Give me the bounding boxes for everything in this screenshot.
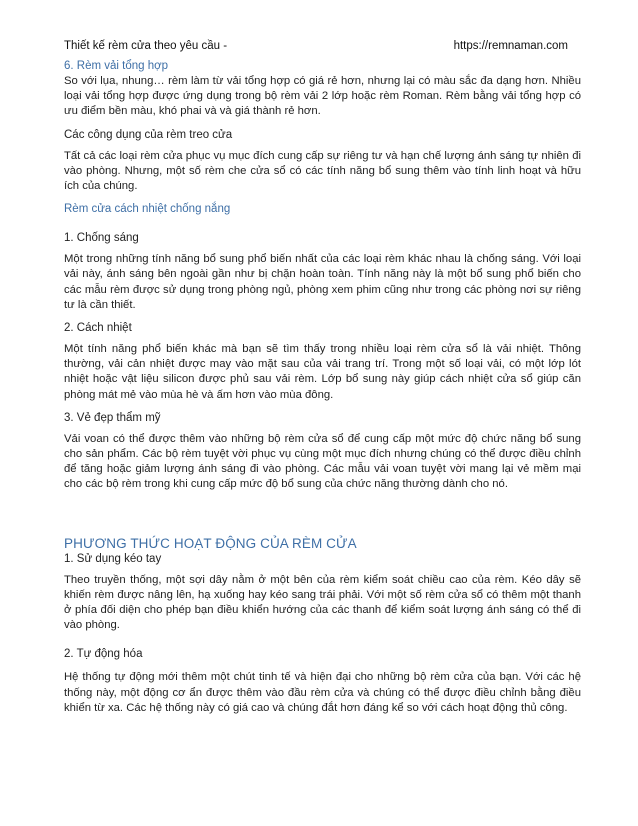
paragraph-automation: Hệ thống tự động mới thêm một chút tinh tế và hiện đại cho những bộ rèm cửa của bạn. Với các hệ thống này, một động cơ ẩn được thêm vào đầu rèm cửa và chúng có thể được điều chỉnh bằng điều khiển từ xa. Các hệ thống này có giá cao và chúng đắt hơn đáng kể so với cách hoạt động thủ công. (64, 671, 581, 714)
paragraph-blackout: Một trong những tính năng bổ sung phổ biến nhất của các loại rèm khác nhau là chống sáng. Với loại vải này, ánh sáng bên ngoài gần như bị chặn hoàn toàn. Tính năng này là một bổ sung phổ biến cho các mẫu rèm được sử dụng trong phòng ngủ, phòng xem phim cũng như trong các phòng nơi sự riêng tư là cần thiết. (64, 253, 581, 311)
paragraph-insulation: Một tính năng phổ biến khác mà bạn sẽ tìm thấy trong nhiều loại rèm cửa sổ là vải nhiệt. Thông thường, vải cản nhiệt được may vào mặt sau của vải trang trí. Trong một số loại vải, có một lớp lót nhiệt hoặc vật liệu silicon được phủ sau vải rèm. Lớp bổ sung này giúp cách nhiệt cửa sổ giúp căn phòng mát mẻ vào mùa hè và ấm hơn vào mùa đông. (64, 343, 581, 401)
heading-automation: 2. Tự động hóa (64, 648, 143, 661)
link-heat-insulation-curtains[interactable]: Rèm cửa cách nhiệt chống nắng (64, 203, 231, 216)
header-url[interactable]: https://remnaman.com (453, 40, 568, 52)
paragraph-manual-pull: Theo truyền thống, một sợi dây nằm ở một bên của rèm kiểm soát chiều cao của rèm. Kéo dây sẽ khiến rèm được nâng lên, hạ xuống hay kéo sang trái phải. Với một số rèm cửa sổ có thêm một thanh ở phía đối diện cho phép bạn điều khiển hướng của các thanh để kiểm soát lượng ánh sáng có thể đi vào phòng. (64, 573, 581, 632)
heading-blackout: 1. Chống sáng (64, 232, 139, 245)
section-heading-operation: PHƯƠNG THỨC HOẠT ĐỘNG CỦA RÈM CỬA (64, 535, 357, 551)
paragraph-aesthetics: Vải voan có thể được thêm vào những bộ rèm cửa sổ để cung cấp một mức độ chức năng bổ sung cho sản phẩm. Các bộ rèm tuyệt vời phục vụ cùng một mục đích nhưng chúng có thể được điều chỉnh để tăng hoặc giảm lượng ánh sáng đi vào phòng. Các mẫu vải voan tuyệt vời mang lại vẻ mềm mại cho các bộ rèm trong khi cung cấp mức độ bổ sung của chức năng thường dành cho nó. (64, 432, 581, 491)
section-heading-synthetic-fabric: 6. Rèm vải tổng hợp (64, 60, 169, 72)
heading-manual-pull: 1. Sử dụng kéo tay (64, 552, 162, 565)
section-heading-uses: Các công dụng của rèm treo cửa (64, 128, 233, 141)
document-body (64, 59, 581, 716)
paragraph-uses: Tất cả các loại rèm cửa phục vụ mục đích cung cấp sự riêng tư và hạn chế lượng ánh sáng tự nhiên đi vào phòng. Nhưng, một số rèm che cửa sổ có các tính năng bổ sung thêm vào tính linh hoạt và hữu ích của chúng. (64, 149, 581, 193)
header-title: Thiết kế rèm cửa theo yêu cầu - (64, 40, 228, 52)
heading-aesthetics: 3. Vẻ đẹp thẩm mỹ (64, 411, 161, 424)
heading-insulation: 2. Cách nhiệt (64, 322, 132, 335)
paragraph-synthetic-fabric: So với lụa, nhung… rèm làm từ vải tổng hợp có giá rẻ hơn, nhưng lại có màu sắc đa dạng hơn. Nhiều loại vải tổng hợp được ứng dụng trong bộ rèm vải 2 lớp hoặc rèm Roman. Rèm bằng vải tổng hợp có ưu điểm bền màu, khó phai và và giá thành rẻ hơn. (64, 75, 581, 118)
